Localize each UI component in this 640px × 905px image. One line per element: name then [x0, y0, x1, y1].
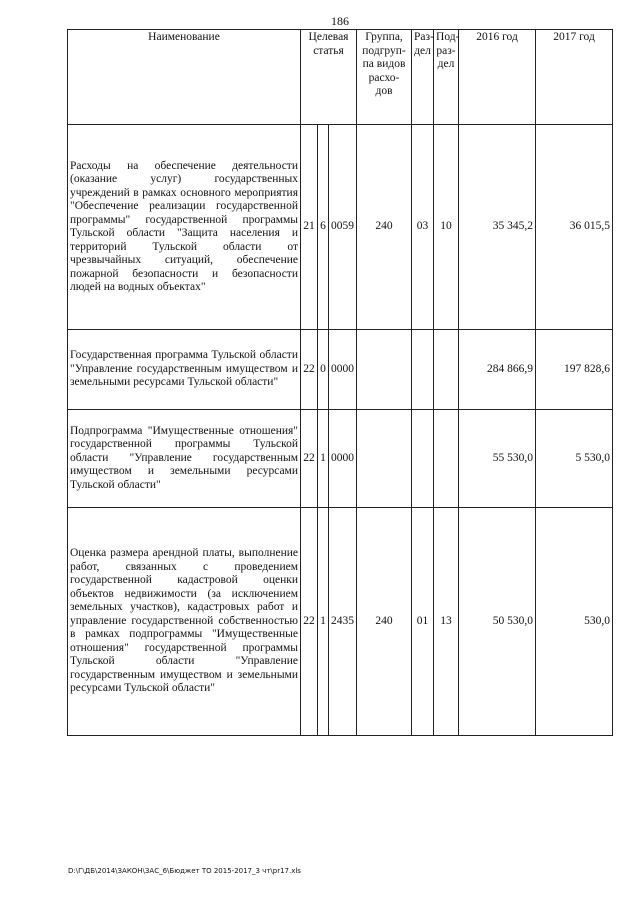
row-group	[357, 410, 412, 508]
row-cs-subprogram: 6	[318, 125, 329, 330]
header-target-article	[301, 30, 357, 125]
row-cs-direction: 0000	[329, 410, 357, 508]
row-year-2017: 36 015,5	[536, 125, 613, 330]
row-cs-program: 22	[301, 330, 318, 410]
header-group-line: па видов	[362, 58, 406, 70]
row-group: 240	[357, 508, 412, 736]
row-cs-program: 21	[301, 125, 318, 330]
header-section	[412, 30, 434, 125]
header-group	[357, 30, 412, 125]
page-number: 186	[331, 14, 349, 28]
header-subsection-line: раз-	[436, 44, 456, 57]
row-cs-direction: 2435	[329, 508, 357, 736]
row-cs-subprogram: 0	[318, 330, 329, 410]
row-year-2016: 35 345,2	[459, 125, 536, 330]
table-header-row	[68, 30, 613, 125]
row-cs-subprogram: 1	[318, 410, 329, 508]
row-year-2016: 284 866,9	[459, 330, 536, 410]
row-subsection: 10	[434, 125, 459, 330]
row-section	[412, 410, 434, 508]
header-group-line: расхо-	[368, 71, 400, 84]
row-name: Расходы на обеспечение деятельности (оказание услуг) государственных учреждений в рамках основного мероприятия "Обеспечение реализации государственной программы" государственной программы Тульской области "Защита населения и территорий Тульской области от чрезвычайных ситуаций, обеспечение пожарной безопасности и безопасности людей на водных объектах"	[68, 125, 301, 330]
table-row	[68, 125, 613, 330]
row-year-2017: 197 828,6	[536, 330, 613, 410]
header-name: Наименование	[68, 30, 301, 125]
header-section-line: Раз-	[414, 31, 434, 43]
header-group-line: Группа,	[365, 31, 403, 43]
row-section	[412, 330, 434, 410]
table-row	[68, 330, 613, 410]
footer-file-path: D:\Г\ДБ\2014\ЗАКОН\ЗАС_6\Бюджет ТО 2015-2017_3 чт\pr17.xls	[68, 867, 301, 875]
budget-table	[67, 29, 613, 736]
table-row	[68, 410, 613, 508]
row-group: 240	[357, 125, 412, 330]
row-cs-direction: 0000	[329, 330, 357, 410]
table-row	[68, 508, 613, 736]
row-year-2016: 55 530,0	[459, 410, 536, 508]
row-cs-program: 22	[301, 410, 318, 508]
header-section-line: дел	[414, 44, 431, 57]
header-year-2016: 2016 год	[459, 30, 536, 125]
row-cs-direction: 0059	[329, 125, 357, 330]
row-section: 03	[412, 125, 434, 330]
header-subsection-line: дел	[437, 58, 455, 70]
row-year-2017: 530,0	[536, 508, 613, 736]
header-target-article-line1: Целевая	[308, 31, 349, 43]
row-cs-subprogram: 1	[318, 508, 329, 736]
row-year-2016: 50 530,0	[459, 508, 536, 736]
header-group-line: подгруп-	[362, 44, 406, 57]
row-cs-program: 22	[301, 508, 318, 736]
header-group-line: дов	[375, 85, 393, 97]
row-year-2017: 5 530,0	[536, 410, 613, 508]
row-name: Подпрограмма "Имущественные отношения" государственной программы Тульской области "Управление государственным имуществом и земельными ресурсами Тульской области"	[68, 410, 301, 508]
header-target-article-line2: статья	[313, 44, 344, 57]
row-subsection	[434, 410, 459, 508]
row-group	[357, 330, 412, 410]
row-subsection: 13	[434, 508, 459, 736]
row-name: Оценка размера арендной платы, выполнение работ, связанных с проведением государственной кадастровой оценки объектов недвижимости (за исключением земельных участков), кадастровых работ и управление государственной собственностью в рамках подпрограммы "Имущественные отношения" государственной программы Тульской области "Управление государственным имуществом и земельными ресурсами Тульской области"	[68, 508, 301, 736]
header-year-2017: 2017 год	[536, 30, 613, 125]
row-name: Государственная программа Тульской области "Управление государственным имуществом и земельными ресурсами Тульской области"	[68, 330, 301, 410]
header-subsection	[434, 30, 459, 125]
row-subsection	[434, 330, 459, 410]
header-subsection-line: Под-	[436, 31, 460, 43]
row-section: 01	[412, 508, 434, 736]
